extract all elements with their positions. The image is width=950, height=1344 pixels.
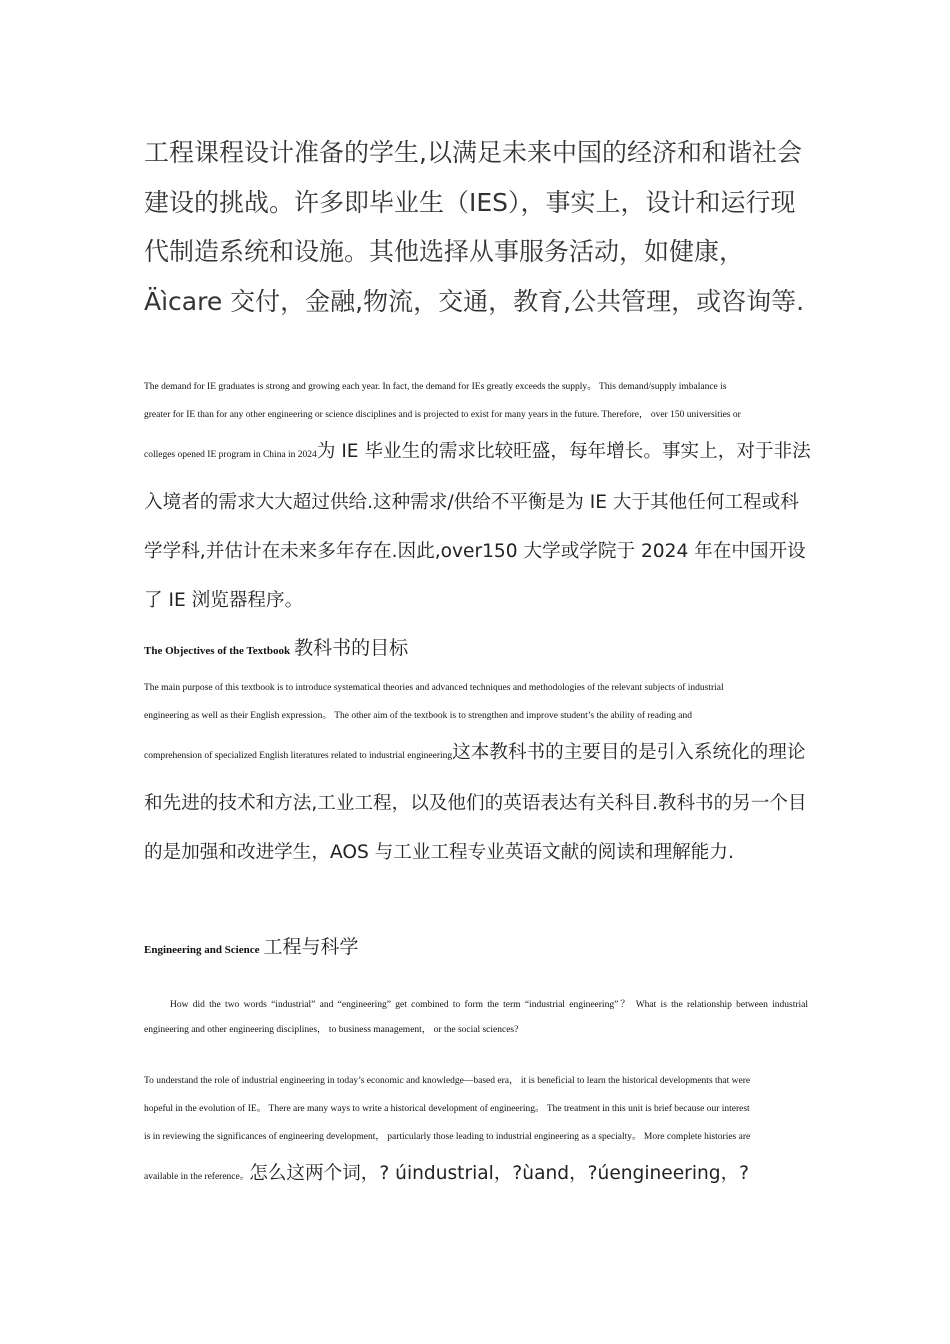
objectives-en-line-1: The main purpose of this textbook is to introduce systematical theories and advanced techniques and methodologies of the relevant subjects of industrial <box>144 683 724 693</box>
history-en-line-3: is in reviewing the significances of engineering development， particularly those leading to industrial engineering as a specialty。 More complete histories are <box>144 1132 751 1142</box>
history-paragraph <box>144 1066 812 1201</box>
objectives-heading-en: The Objectives of the Textbook <box>144 645 291 657</box>
demand-en-line-1: The demand for IE graduates is strong and growing each year. In fact, the demand for IEs greatly exceeds the supply。 This demand/supply imbalance is <box>144 382 727 392</box>
objectives-heading <box>144 633 408 660</box>
objectives-mixed-block <box>144 729 812 878</box>
engineering-science-heading <box>144 932 359 959</box>
demand-en-line-2: greater for IE than for any other engineering or science disciplines and is projected to exist for many years in the future. Therefore， over 150 universities or <box>144 410 741 420</box>
history-cn-text: 怎么这两个词，? úindustrial，?ùand，?úengineering，? <box>249 1163 750 1184</box>
history-en-line-4: available in the reference。 <box>144 1172 250 1182</box>
demand-mixed-block <box>144 428 812 626</box>
objectives-en-line-3: comprehension of specialized English literatures related to industrial engineering <box>144 751 453 761</box>
history-en-line-2: hopeful in the evolution of IE。 There are many ways to write a historical development of engineering。 The treatment in this unit is brief because our interest <box>144 1104 750 1114</box>
demand-paragraph <box>144 372 812 626</box>
demand-en-line-3: colleges opened IE program in China in 2024 <box>144 450 317 460</box>
demand-cn-text: 为 IE 毕业生的需求比较旺盛，每年增长。事实上，对于非法入境者的需求大大超过供给.这种需求/供给不平衡是为 IE 大于其他任何工程或科学学科,并估计在未来多年存在.因此,over150 大学或学院于 2024 年在中国开设了 IE 浏览器程序。 <box>144 441 811 611</box>
objectives-en-line-2: engineering as well as their English expression。 The other aim of the textbook is to strengthen and improve student’s the ability of reading and <box>144 711 692 721</box>
objectives-cn-text: 这本教科书的主要目的是引入系统化的理论和先进的技术和方法,工业工程，以及他们的英语表达有关科目.教科书的另一个目的是加强和改进学生，AOS 与工业工程专业英语文献的阅读和理解能力. <box>144 742 807 863</box>
intro-paragraph: 工程课程设计准备的学生,以满足未来中国的经济和和谐社会建设的挑战。许多即毕业生（IES），事实上，设计和运行现代制造系统和设施。其他选择从事服务活动，如健康，Äìcare 交付，金融,物流，交通，教育,公共管理，或咨询等. <box>144 138 805 316</box>
engineering-science-heading-en: Engineering and Science <box>144 944 260 956</box>
history-mixed-block <box>144 1150 812 1201</box>
history-en-line-1: To understand the role of industrial engineering in today’s economic and knowledge—based era， it is beneficial to learn the historical developments that were <box>144 1076 751 1086</box>
objectives-paragraph <box>144 673 812 878</box>
question-paragraph: How did the two words “industrial” and “engineering” get combined to form the term “industrial engineering”？ What is the relationship between industrial engineering and other engineering disciplines， to business management， or the social sciences? <box>144 1000 808 1035</box>
objectives-heading-cn: 教科书的目标 <box>294 637 409 659</box>
engineering-science-heading-cn: 工程与科学 <box>263 936 359 958</box>
